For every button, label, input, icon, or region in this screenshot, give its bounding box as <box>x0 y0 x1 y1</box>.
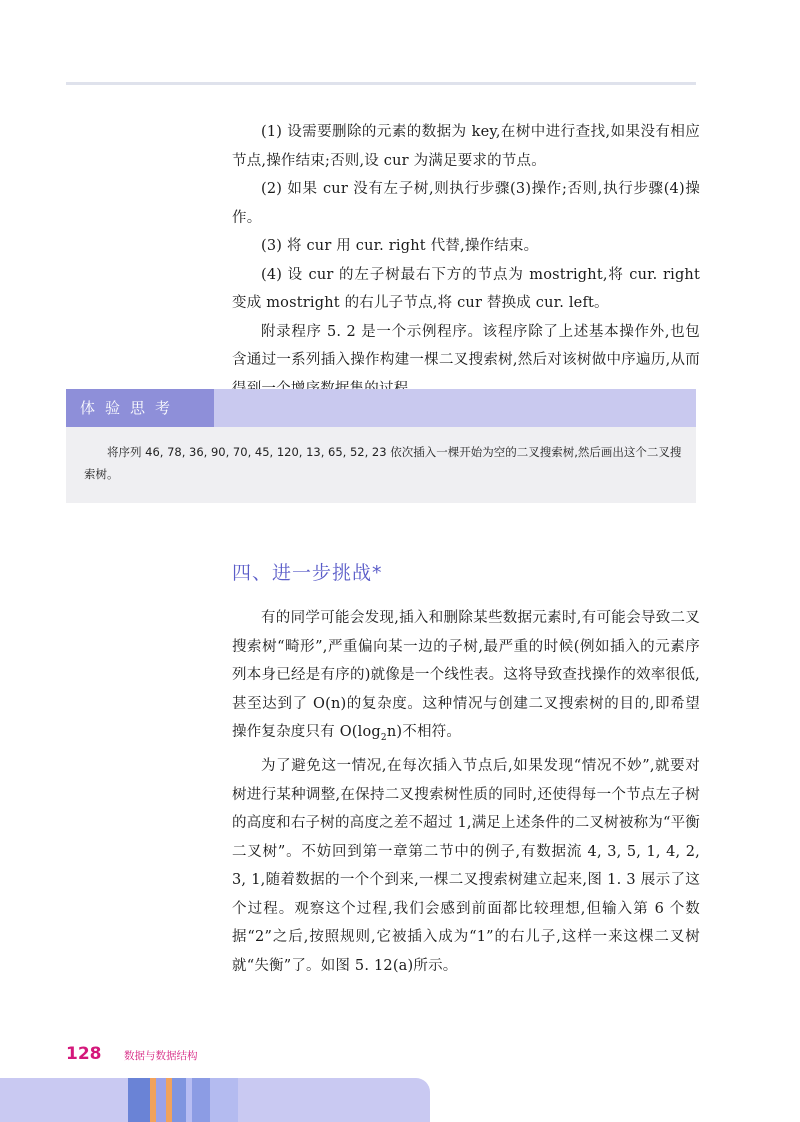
footer-stripe <box>128 1078 150 1122</box>
section-body <box>232 604 700 980</box>
book-title: 数据与数据结构 <box>124 1050 198 1062</box>
log-subscript: 2 <box>380 732 387 743</box>
footer-stripe <box>192 1078 210 1122</box>
header-rule <box>66 82 696 85</box>
experience-task: 将序列 46, 78, 36, 90, 70, 45, 120, 13, 65, 52, 23 依次插入一棵开始为空的二叉搜索树,然后画出这个二叉搜索树。 <box>84 445 682 481</box>
step-2: (2) 如果 cur 没有左子树,则执行步骤(3)操作;否则,执行步骤(4)操作。 <box>232 181 700 226</box>
experience-box-text <box>84 441 684 485</box>
step-3: (3) 将 cur 用 cur. right 代替,操作结束。 <box>261 238 539 254</box>
paragraph-1-part-b: n)不相符。 <box>386 724 462 740</box>
paragraph-1-part-a: 有的同学可能会发现,插入和删除某些数据元素时,有可能会导致二叉搜索树“畸形”,严重偏向某一边的子树,最严重的时候(例如插入的元素序列本身已经是有序的)就像是一个线性表。这将导致查找操作的效率很低,甚至达到了 O(n)的复杂度。这种情况与创建二叉搜索树的目的,即希望操作复杂度只有 O(log <box>232 610 700 740</box>
step-1: (1) 设需要删除的元素的数据为 key,在树中进行查找,如果没有相应节点,操作结束;否则,设 cur 为满足要求的节点。 <box>232 124 700 169</box>
experience-box-label: 体验思考 <box>66 389 214 427</box>
page-number: 128 <box>66 1044 102 1064</box>
footer-stripe <box>210 1078 238 1122</box>
experience-box-header <box>66 389 696 427</box>
section-title: 四、进一步挑战* <box>232 562 383 584</box>
section-paragraph-1 <box>232 604 700 752</box>
deletion-steps <box>232 118 700 403</box>
step-4: (4) 设 cur 的左子树最右下方的节点为 mostright,将 cur. right 变成 mostright 的右儿子节点,将 cur 替换成 cur. left。 <box>232 266 700 311</box>
footer-stripe <box>156 1078 166 1122</box>
experience-box <box>66 389 696 503</box>
section-paragraph-2: 为了避免这一情况,在每次插入节点后,如果发现“情况不妙”,就要对树进行某种调整,在保持二叉搜索树性质的同时,还使得每一个节点左子树的高度和右子树的高度之差不超过 1,满足上述条件的二叉树被称为“平衡二叉树”。不妨回到第一章第二节中的例子,有数据流 4, 3, 5, 1, 4, 2, 3, 1,随着数据的一个个到来,一棵二叉搜索树建立起来,图 1. 3 展示了这个过程。观察这个过程,我们会感到前面都比较理想,但输入第 6 个数据“2”之后,按照规则,它被插入成为“1”的右儿子,这样一来这棵二叉树就“失衡”了。如图 5. 12(a)所示。 <box>232 758 700 974</box>
footer-stripe <box>172 1078 186 1122</box>
appendix-note: 附录程序 5. 2 是一个示例程序。该程序除了上述基本操作外,也包含通过一系列插入操作构建一棵二叉搜索树,然后对该树做中序遍历,从而 <box>232 323 700 368</box>
